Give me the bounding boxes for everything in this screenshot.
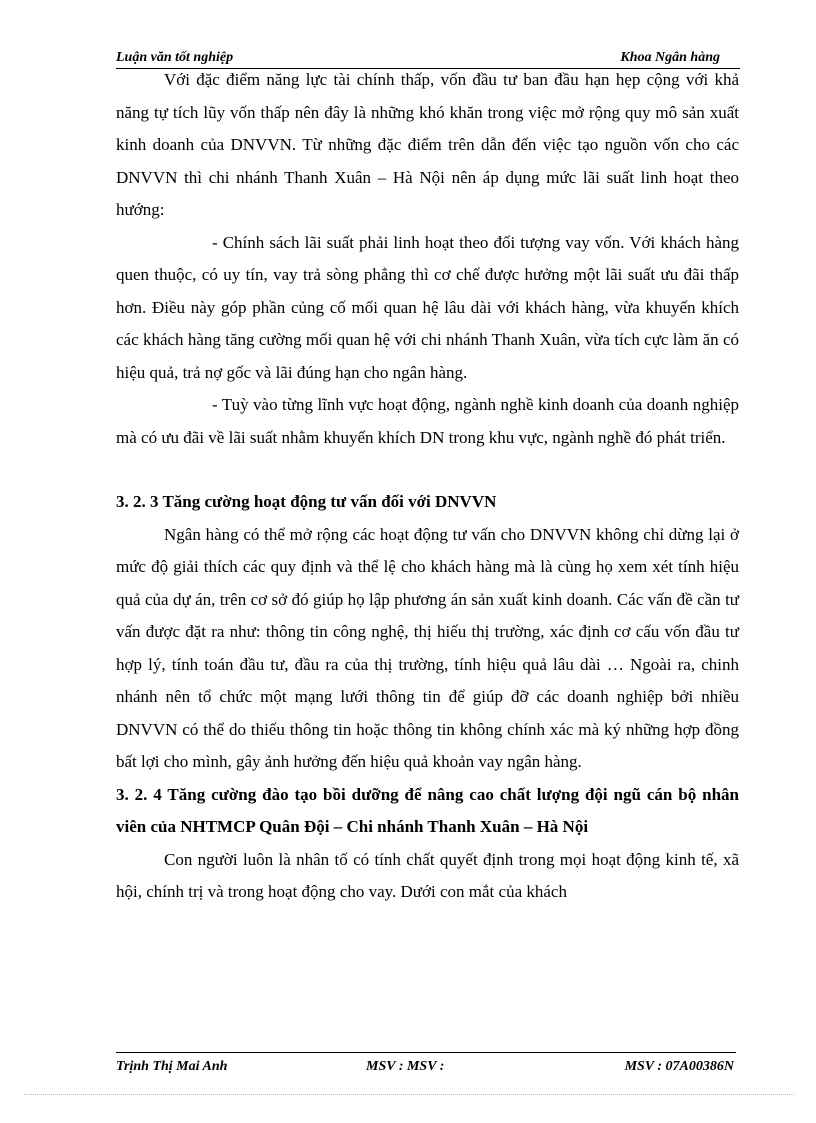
- footer-student-id-middle: MSV : MSV :: [366, 1059, 445, 1074]
- paragraph-advisory-services: Ngân hàng có thể mở rộng các hoạt động tư vấn cho DNVVN không chỉ dừng lại ở mức độ giải thích các quy định và thể lệ cho khách hàng mà là cùng họ xem xét tính hiệu quả của dự án, trên cơ sở đó giúp họ lập phương án sản xuất kinh doanh. Các vấn đề cần tư vấn được đặt ra như: thông tin công nghệ, thị hiếu thị trường, xác định cơ cấu vốn đầu tư hợp lý, tính toán đầu tư, đầu ra của thị trường, tính hiệu quả lâu dài … Ngoài ra, chinh nhánh nên tổ chức một mạng lưới thông tin để giúp đỡ các doanh nghiệp bởi nhiều DNVVN có thể do thiếu thông tin hoặc thông tin không chính xác mà ký những hợp đồng bất lợi cho mình, gây ảnh hưởng đến hiệu quả khoản vay ngân hàng.: [116, 524, 739, 771]
- footer-author-name: Trịnh Thị Mai Anh: [116, 1059, 228, 1074]
- paragraph-human-factor: Con người luôn là nhân tố có tính chất quyết định trong mọi hoạt động kinh tế, xã hội, chính trị và trong hoạt động cho vay. Dưới con mắt của khách: [116, 849, 739, 901]
- paragraph-interest-rate-intro: Với đặc điểm năng lực tài chính thấp, vốn đầu tư ban đầu hạn hẹp cộng với khả năng tự tích lũy vốn thấp nên đây là những khó khăn trong việc mở rộng quy mô sản xuất kinh doanh của DNVVN. Từ những đặc điểm trên dẫn đến việc tạo nguồn vốn cho các DNVVN thì chi nhánh Thanh Xuân – Hà Nội nên áp dụng mức lãi suất linh hoạt theo hướng:: [116, 70, 739, 219]
- header-thesis-label: Luận văn tốt nghiệp: [116, 50, 234, 65]
- header-faculty-label: Khoa Ngân hàng: [620, 50, 720, 65]
- paragraph-sector-incentives: - Tuỳ vào từng lĩnh vực hoạt động, ngành nghề kinh doanh của doanh nghiệp mà có ưu đãi về lãi suất nhằm khuyến khích DN trong khu vực, ngành nghề đó phát triển.: [116, 395, 739, 447]
- footer-student-id: MSV : 07A00386N: [624, 1059, 734, 1074]
- document-body: [116, 64, 739, 909]
- paragraph-flexible-rate-policy: - Chính sách lãi suất phải linh hoạt theo đối tượng vay vốn. Với khách hàng quen thuộc, có uy tín, vay trả sòng phẳng thì cơ chế được hưởng một lãi suất ưu đãi thấp hơn. Điều này góp phần củng cố mối quan hệ lâu dài với khách hàng, vừa khuyến khích các khách hàng tăng cường mối quan hệ với chi nhánh Thanh Xuân, vừa tích cực làm ăn có hiệu quả, trả nợ gốc và lãi đúng hạn cho ngân hàng.: [116, 232, 739, 382]
- section-heading-staff-training: 3. 2. 4 Tăng cường đào tạo bồi dưỡng để nâng cao chất lượng đội ngũ cán bộ nhân viên của NHTMCP Quân Đội – Chi nhánh Thanh Xuân – Hà Nội: [116, 784, 739, 836]
- page-edge-line: [24, 1094, 794, 1095]
- section-heading-advisory: 3. 2. 3 Tăng cường hoạt động tư vấn đối với DNVVN: [116, 492, 497, 511]
- page-footer: [116, 1052, 736, 1075]
- spacer: [116, 454, 739, 486]
